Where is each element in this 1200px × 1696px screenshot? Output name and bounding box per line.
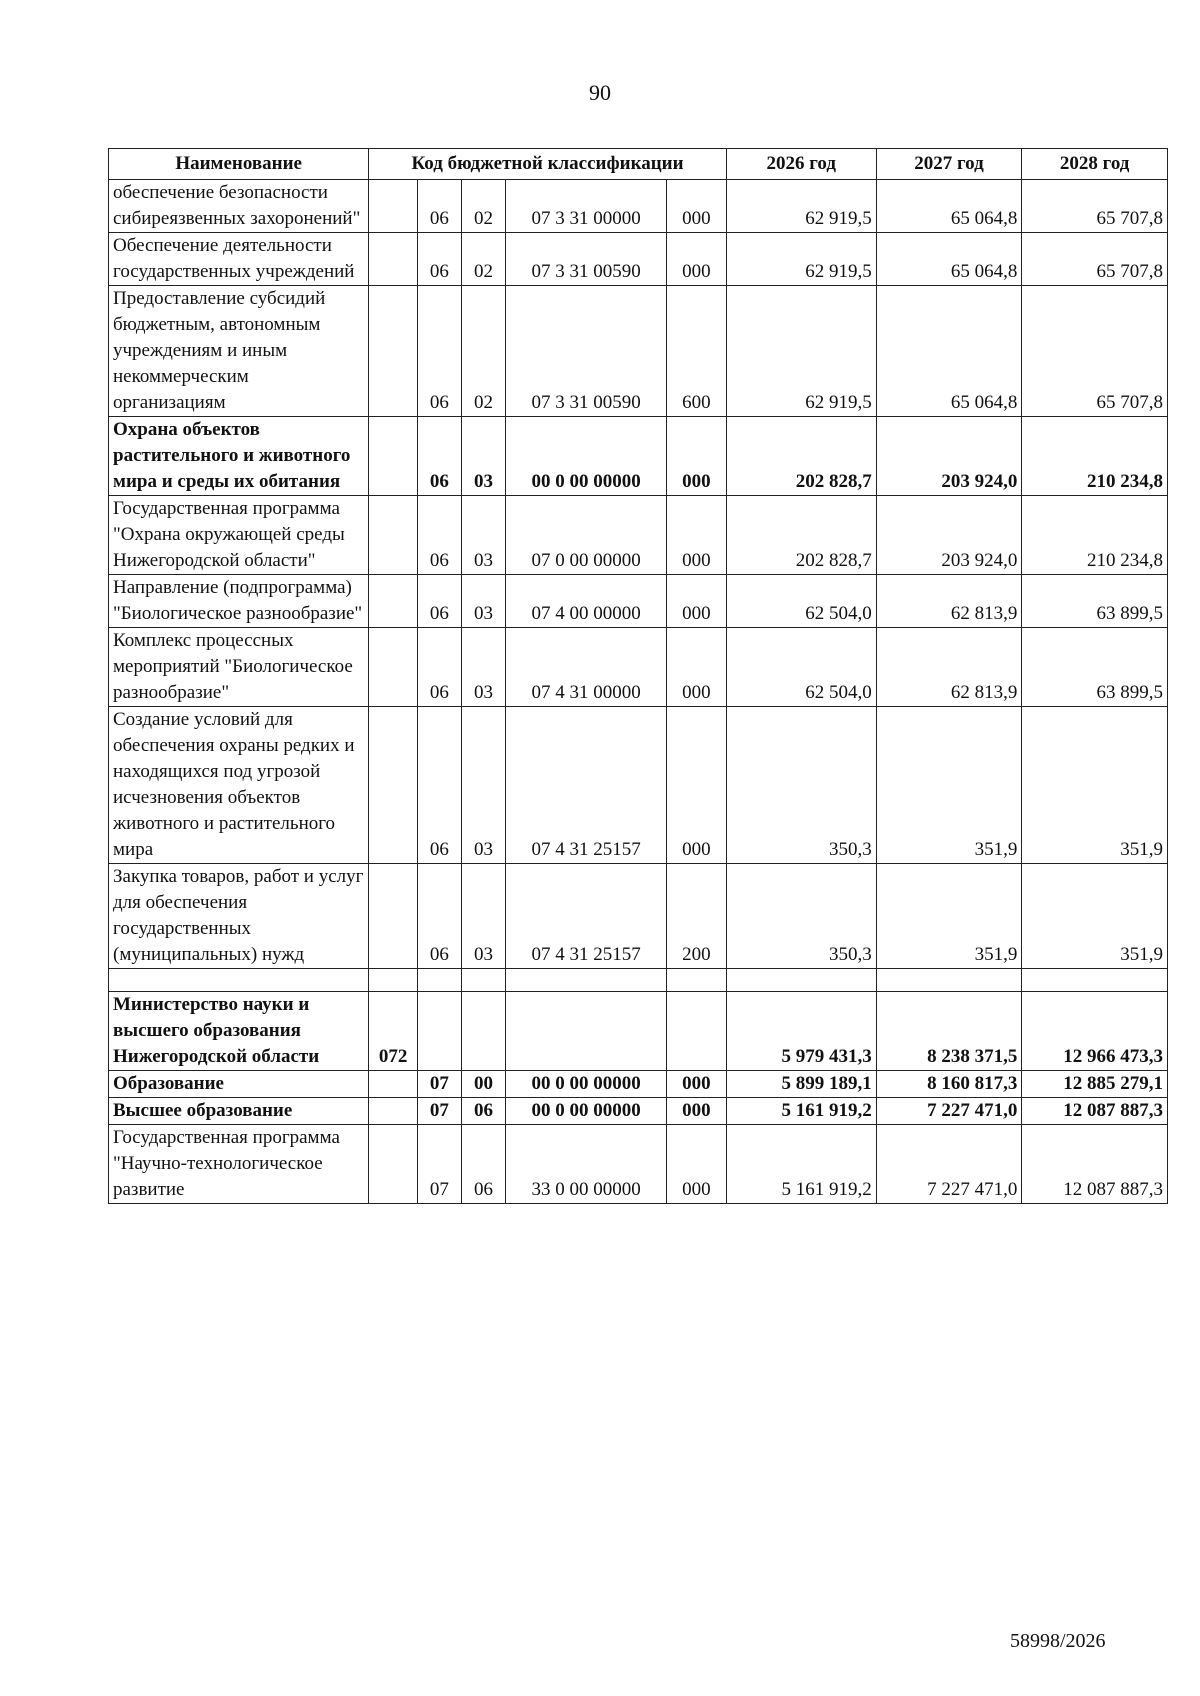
cell-expense-type-code: 000 [667, 628, 727, 707]
cell-section-code: 06 [417, 496, 461, 575]
cell-ved-code [369, 707, 418, 864]
cell-expense-type-code: 000 [667, 575, 727, 628]
cell-amount-2027: 7 227 471,0 [876, 1098, 1022, 1125]
cell-ved-code [369, 417, 418, 496]
cell-amount-2028: 351,9 [1022, 864, 1168, 969]
cell-amount-2028: 210 234,8 [1022, 496, 1168, 575]
cell-amount-2027: 62 813,9 [876, 575, 1022, 628]
table-row [109, 628, 1168, 707]
cell-target-article-code: 07 4 31 25157 [506, 707, 667, 864]
cell-amount-2027: 65 064,8 [876, 233, 1022, 286]
cell-expense-type-code: 000 [667, 496, 727, 575]
cell-name: обеспечение безопасности сибиреязвенных захоронений" [109, 180, 369, 233]
cell-expense-type-code: 200 [667, 864, 727, 969]
table-row [109, 1071, 1168, 1098]
cell-subsection-code: 03 [461, 496, 505, 575]
cell-ved-code: 072 [369, 992, 418, 1071]
cell-ved-code [369, 286, 418, 417]
cell-amount-2027: 8 160 817,3 [876, 1071, 1022, 1098]
cell-subsection-code: 06 [461, 1098, 505, 1125]
cell-amount-2027: 65 064,8 [876, 180, 1022, 233]
cell-expense-type-code [667, 992, 727, 1071]
cell-amount-2027: 351,9 [876, 707, 1022, 864]
table-row [109, 417, 1168, 496]
cell-name: Направление (подпрограмма) "Биологическое разнообразие" [109, 575, 369, 628]
cell-name: Охрана объектов растительного и животного мира и среды их обитания [109, 417, 369, 496]
cell-subsection-code [461, 969, 505, 992]
cell-expense-type-code: 000 [667, 180, 727, 233]
cell-amount-2026 [726, 969, 876, 992]
table-row [109, 575, 1168, 628]
cell-target-article-code: 07 0 00 00000 [506, 496, 667, 575]
cell-section-code: 06 [417, 628, 461, 707]
table-spacer-row [109, 969, 1168, 992]
cell-name: Предоставление субсидий бюджетным, автономным учреждениям и иным некоммерческим организациям [109, 286, 369, 417]
cell-ved-code [369, 1098, 418, 1125]
cell-amount-2026: 5 899 189,1 [726, 1071, 876, 1098]
cell-section-code: 06 [417, 286, 461, 417]
header-name: Наименование [109, 149, 369, 180]
cell-target-article-code [506, 992, 667, 1071]
cell-section-code: 07 [417, 1125, 461, 1204]
cell-name: Обеспечение деятельности государственных учреждений [109, 233, 369, 286]
cell-ved-code [369, 1071, 418, 1098]
header-2026: 2026 год [726, 149, 876, 180]
cell-amount-2028: 12 885 279,1 [1022, 1071, 1168, 1098]
cell-amount-2028: 63 899,5 [1022, 575, 1168, 628]
table-header-row [109, 149, 1168, 180]
cell-section-code: 06 [417, 707, 461, 864]
cell-amount-2027: 62 813,9 [876, 628, 1022, 707]
cell-amount-2026: 5 979 431,3 [726, 992, 876, 1071]
cell-subsection-code: 03 [461, 575, 505, 628]
cell-expense-type-code: 000 [667, 417, 727, 496]
header-2028: 2028 год [1022, 149, 1168, 180]
cell-amount-2026: 62 919,5 [726, 286, 876, 417]
table-row [109, 1125, 1168, 1204]
cell-expense-type-code: 000 [667, 1098, 727, 1125]
document-number: 58998/2026 [1010, 1630, 1106, 1652]
cell-amount-2027: 203 924,0 [876, 417, 1022, 496]
cell-ved-code [369, 628, 418, 707]
cell-expense-type-code [667, 969, 727, 992]
cell-ved-code [369, 864, 418, 969]
cell-target-article-code: 00 0 00 00000 [506, 1098, 667, 1125]
cell-name: Образование [109, 1071, 369, 1098]
cell-target-article-code: 07 4 31 00000 [506, 628, 667, 707]
cell-amount-2028: 12 087 887,3 [1022, 1125, 1168, 1204]
table-row [109, 286, 1168, 417]
cell-name [109, 969, 369, 992]
cell-name: Государственная программа "Научно-технологическое развитие [109, 1125, 369, 1204]
cell-amount-2028 [1022, 969, 1168, 992]
table-row [109, 1098, 1168, 1125]
cell-ved-code [369, 233, 418, 286]
cell-amount-2028: 12 966 473,3 [1022, 992, 1168, 1071]
cell-section-code [417, 992, 461, 1071]
cell-amount-2026: 62 504,0 [726, 575, 876, 628]
table-row [109, 496, 1168, 575]
cell-subsection-code: 02 [461, 233, 505, 286]
cell-amount-2028: 351,9 [1022, 707, 1168, 864]
cell-amount-2026: 62 504,0 [726, 628, 876, 707]
cell-amount-2027: 8 238 371,5 [876, 992, 1022, 1071]
table-row [109, 992, 1168, 1071]
cell-amount-2026: 62 919,5 [726, 233, 876, 286]
cell-expense-type-code: 000 [667, 233, 727, 286]
cell-amount-2026: 350,3 [726, 707, 876, 864]
cell-amount-2027: 203 924,0 [876, 496, 1022, 575]
cell-amount-2027: 7 227 471,0 [876, 1125, 1022, 1204]
cell-amount-2028: 12 087 887,3 [1022, 1098, 1168, 1125]
cell-target-article-code: 07 4 00 00000 [506, 575, 667, 628]
cell-ved-code [369, 969, 418, 992]
cell-target-article-code: 33 0 00 00000 [506, 1125, 667, 1204]
cell-target-article-code [506, 969, 667, 992]
cell-subsection-code: 00 [461, 1071, 505, 1098]
cell-ved-code [369, 180, 418, 233]
cell-ved-code [369, 575, 418, 628]
cell-section-code: 07 [417, 1071, 461, 1098]
cell-expense-type-code: 600 [667, 286, 727, 417]
table-row [109, 864, 1168, 969]
cell-name: Высшее образование [109, 1098, 369, 1125]
cell-subsection-code: 02 [461, 286, 505, 417]
cell-target-article-code: 07 4 31 25157 [506, 864, 667, 969]
table-row [109, 233, 1168, 286]
cell-section-code [417, 969, 461, 992]
cell-amount-2028: 65 707,8 [1022, 233, 1168, 286]
cell-name: Закупка товаров, работ и услуг для обеспечения государственных (муниципальных) нужд [109, 864, 369, 969]
cell-amount-2026: 5 161 919,2 [726, 1098, 876, 1125]
cell-amount-2026: 5 161 919,2 [726, 1125, 876, 1204]
cell-ved-code [369, 1125, 418, 1204]
cell-name: Государственная программа "Охрана окружающей среды Нижегородской области" [109, 496, 369, 575]
table-row [109, 180, 1168, 233]
table-body [109, 180, 1168, 1204]
cell-section-code: 06 [417, 575, 461, 628]
cell-expense-type-code: 000 [667, 1125, 727, 1204]
cell-section-code: 07 [417, 1098, 461, 1125]
header-2027: 2027 год [876, 149, 1022, 180]
cell-section-code: 06 [417, 180, 461, 233]
table-row [109, 707, 1168, 864]
cell-amount-2026: 62 919,5 [726, 180, 876, 233]
cell-amount-2026: 202 828,7 [726, 496, 876, 575]
cell-amount-2027: 351,9 [876, 864, 1022, 969]
cell-section-code: 06 [417, 417, 461, 496]
header-code: Код бюджетной классификации [369, 149, 726, 180]
cell-subsection-code: 03 [461, 864, 505, 969]
cell-target-article-code: 00 0 00 00000 [506, 417, 667, 496]
cell-subsection-code: 03 [461, 417, 505, 496]
cell-subsection-code: 03 [461, 707, 505, 864]
cell-target-article-code: 00 0 00 00000 [506, 1071, 667, 1098]
cell-subsection-code [461, 992, 505, 1071]
cell-expense-type-code: 000 [667, 707, 727, 864]
cell-amount-2027 [876, 969, 1022, 992]
cell-ved-code [369, 496, 418, 575]
page-number: 90 [589, 80, 611, 105]
cell-name: Комплекс процессных мероприятий "Биологическое разнообразие" [109, 628, 369, 707]
cell-amount-2028: 210 234,8 [1022, 417, 1168, 496]
cell-name: Министерство науки и высшего образования Нижегородской области [109, 992, 369, 1071]
cell-amount-2026: 202 828,7 [726, 417, 876, 496]
cell-section-code: 06 [417, 864, 461, 969]
cell-section-code: 06 [417, 233, 461, 286]
cell-target-article-code: 07 3 31 00590 [506, 233, 667, 286]
cell-subsection-code: 03 [461, 628, 505, 707]
cell-subsection-code: 02 [461, 180, 505, 233]
cell-amount-2028: 63 899,5 [1022, 628, 1168, 707]
cell-amount-2026: 350,3 [726, 864, 876, 969]
cell-amount-2028: 65 707,8 [1022, 180, 1168, 233]
budget-table [108, 148, 1168, 1204]
cell-amount-2028: 65 707,8 [1022, 286, 1168, 417]
cell-amount-2027: 65 064,8 [876, 286, 1022, 417]
cell-name: Создание условий для обеспечения охраны редких и находящихся под угрозой исчезновения объектов животного и растительного мира [109, 707, 369, 864]
cell-subsection-code: 06 [461, 1125, 505, 1204]
cell-target-article-code: 07 3 31 00590 [506, 286, 667, 417]
cell-target-article-code: 07 3 31 00000 [506, 180, 667, 233]
cell-expense-type-code: 000 [667, 1071, 727, 1098]
